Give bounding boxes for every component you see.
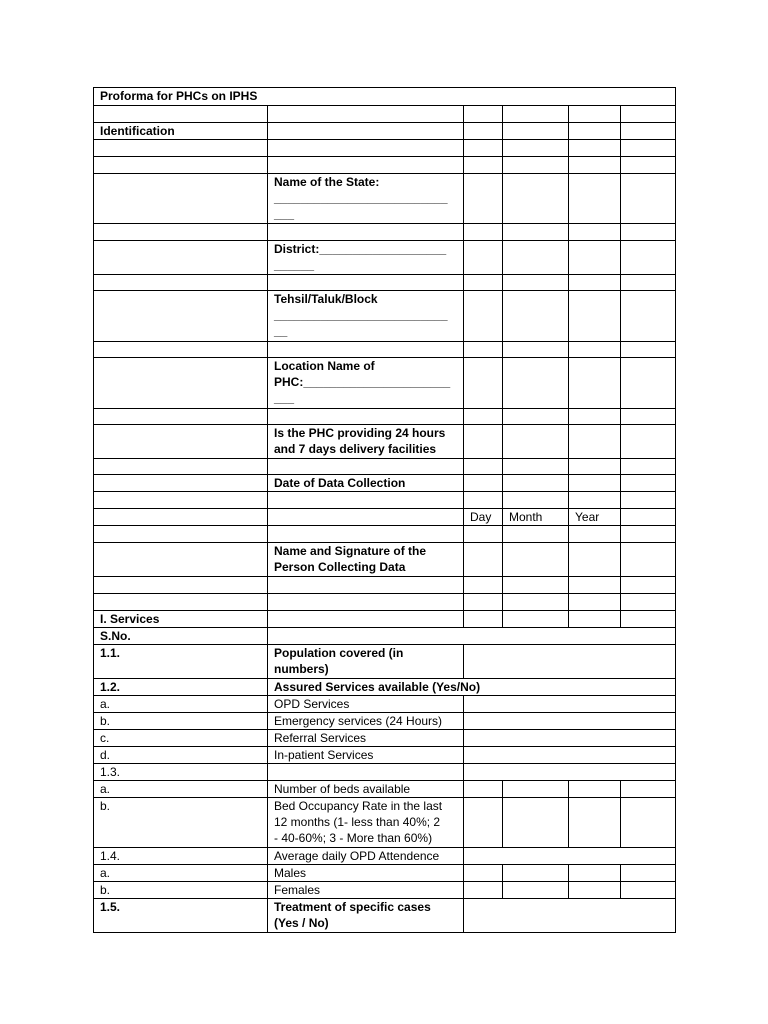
blank-row — [94, 577, 676, 594]
blank-row — [94, 459, 676, 475]
title-row — [94, 88, 676, 106]
service-number: a. — [94, 781, 268, 798]
service-number: 1.3. — [94, 764, 268, 781]
identification-heading-row — [94, 123, 676, 140]
month-label: Month — [503, 509, 569, 526]
blank-row — [94, 409, 676, 425]
service-row — [94, 781, 676, 798]
service-row — [94, 764, 676, 781]
tehsil-field[interactable]: Tehsil/Taluk/Block __________________________ __ — [268, 291, 464, 342]
blank-row — [94, 275, 676, 291]
service-row — [94, 848, 676, 865]
service-number: 1.1. — [94, 645, 268, 679]
delivery-question: Is the PHC providing 24 hours and 7 days delivery facilities — [268, 425, 464, 459]
service-label: Population covered (in numbers) — [268, 645, 464, 679]
date-row — [94, 475, 676, 492]
answer-cell[interactable] — [464, 747, 676, 764]
tehsil-row — [94, 291, 676, 342]
service-label: Males — [268, 865, 464, 882]
district-field[interactable]: District:___________________ ______ — [268, 241, 464, 275]
collector-row — [94, 543, 676, 577]
blank-row — [94, 140, 676, 157]
service-label: Assured Services available (Yes/No) — [268, 679, 676, 696]
blank-row — [94, 526, 676, 543]
service-number: b. — [94, 882, 268, 899]
identification-heading: Identification — [94, 123, 268, 140]
service-number: b. — [94, 713, 268, 730]
blank-row — [94, 594, 676, 611]
date-parts-row — [94, 509, 676, 526]
location-row — [94, 358, 676, 409]
service-number: 1.4. — [94, 848, 268, 865]
location-field[interactable]: Location Name of PHC:______________________ ___ — [268, 358, 464, 409]
answer-cell[interactable] — [464, 848, 676, 865]
service-label: OPD Services — [268, 696, 464, 713]
answer-cell[interactable] — [464, 764, 676, 781]
service-label — [268, 764, 464, 781]
sno-row — [94, 628, 676, 645]
service-number: a. — [94, 865, 268, 882]
service-row — [94, 696, 676, 713]
date-label: Date of Data Collection — [268, 475, 464, 492]
blank-row — [94, 106, 676, 123]
service-label: Referral Services — [268, 730, 464, 747]
service-label: Emergency services (24 Hours) — [268, 713, 464, 730]
answer-cell[interactable] — [464, 730, 676, 747]
service-row — [94, 679, 676, 696]
service-number: 1.5. — [94, 899, 268, 933]
service-number: a. — [94, 696, 268, 713]
service-number: c. — [94, 730, 268, 747]
service-row — [94, 645, 676, 679]
service-label: Females — [268, 882, 464, 899]
collector-label: Name and Signature of the Person Collecting Data — [268, 543, 464, 577]
service-label: Treatment of specific cases (Yes / No) — [268, 899, 464, 933]
service-row — [94, 730, 676, 747]
service-label: Average daily OPD Attendence — [268, 848, 464, 865]
service-label: In-patient Services — [268, 747, 464, 764]
services-heading: I. Services — [94, 611, 268, 628]
service-row — [94, 747, 676, 764]
services-heading-row — [94, 611, 676, 628]
state-field[interactable]: Name of the State: __________________________ ___ — [268, 174, 464, 224]
blank-row — [94, 492, 676, 509]
answer-cell[interactable] — [464, 696, 676, 713]
form-title: Proforma for PHCs on IPHS — [94, 88, 676, 106]
day-label: Day — [464, 509, 503, 526]
service-row — [94, 798, 676, 848]
service-row — [94, 713, 676, 730]
service-row — [94, 899, 676, 933]
service-label: Number of beds available — [268, 781, 464, 798]
sno-label: S.No. — [94, 628, 268, 645]
service-row — [94, 865, 676, 882]
service-label: Bed Occupancy Rate in the last 12 months (1- less than 40%; 2 - 40-60%; 3 - More than 60%) — [268, 798, 464, 848]
service-row — [94, 882, 676, 899]
answer-cell[interactable] — [464, 645, 676, 679]
service-number: d. — [94, 747, 268, 764]
blank-row — [94, 157, 676, 174]
blank-row — [94, 342, 676, 358]
answer-cell[interactable] — [464, 713, 676, 730]
state-row — [94, 174, 676, 224]
year-label: Year — [569, 509, 621, 526]
district-row — [94, 241, 676, 275]
service-number: 1.2. — [94, 679, 268, 696]
blank-row — [94, 224, 676, 241]
delivery-row — [94, 425, 676, 459]
service-number: b. — [94, 798, 268, 848]
phc-proforma-table — [93, 87, 676, 933]
answer-cell[interactable] — [464, 899, 676, 933]
